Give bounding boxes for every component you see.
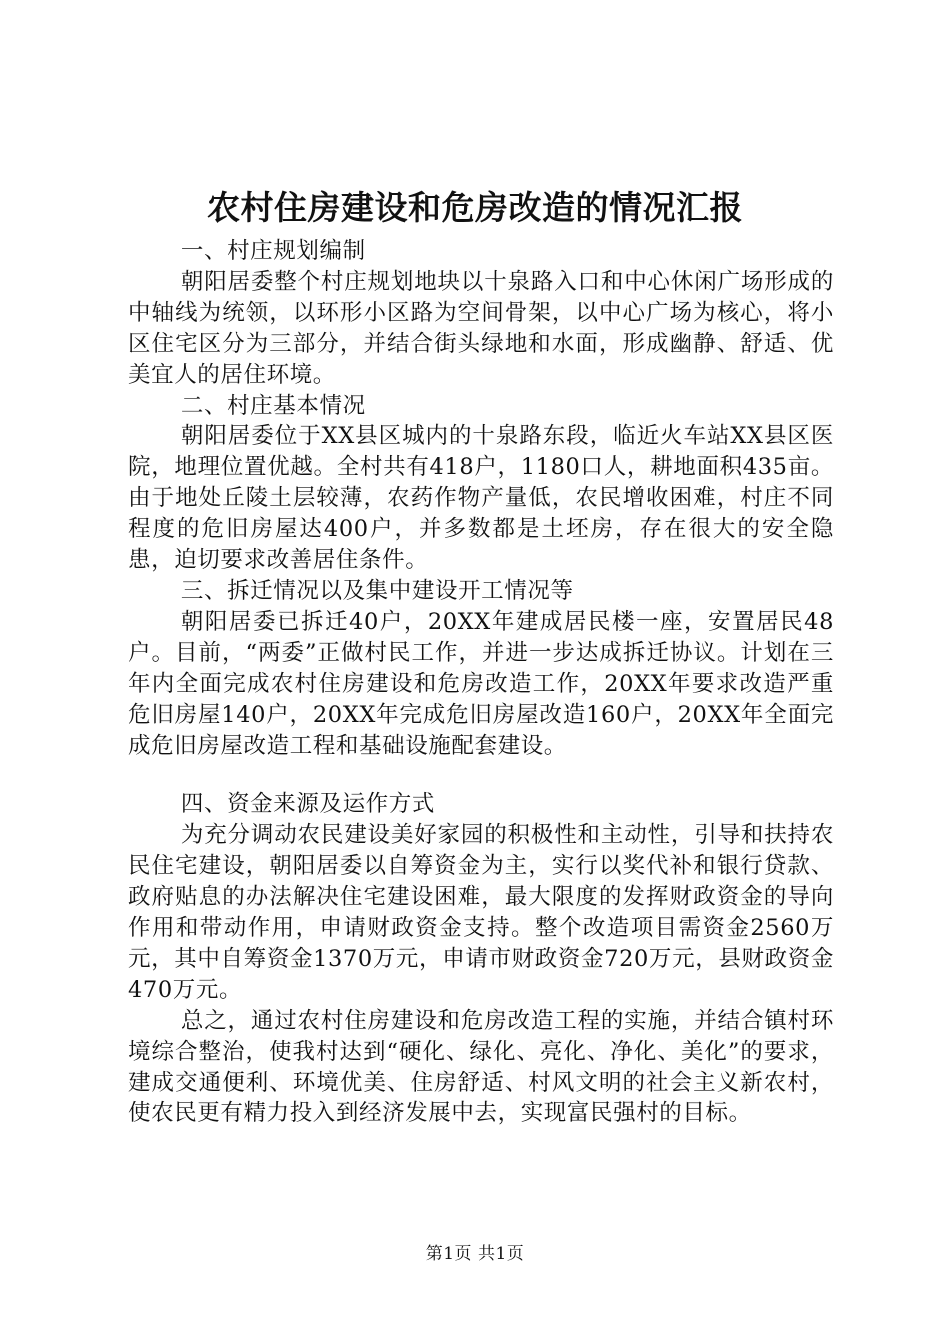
section-heading: 三、拆迁情况以及集中建设开工情况等	[180, 577, 574, 604]
section-heading: 一、村庄规划编制	[180, 238, 366, 264]
document-body	[128, 236, 834, 1129]
section-paragraph: 朝阳居委位于XX县区城内的十泉路东段，临近火车站XX县区医院，地理位置优越。全村共有418户，1180口人，耕地面积435亩。由于地处丘陵土层较薄，农药作物产量低，农民增收困难，村庄不同程度的危旧房屋达400户，并多数都是土坯房，存在很大的安全隐患，迫切要求改善居住条件。	[128, 423, 834, 574]
section-paragraph: 朝阳居委已拆迁40户，20XX年建成居民楼一座，安置居民48户。目前，“两委”正做村民工作，并进一步达成拆迁协议。计划在三年内全面完成农村住房建设和危房改造工作，20XX年要求改造严重危旧房屋140户，20XX年完成危旧房屋改造160户，20XX年全面完成危旧房屋改造工程和基础设施配套建设。	[128, 608, 834, 759]
section-paragraph: 为充分调动农民建设美好家园的积极性和主动性，引导和扶持农民住宅建设，朝阳居委以自筹资金为主，实行以奖代补和银行贷款、政府贴息的办法解决住宅建设困难，最大限度的发挥财政资金的导向作用和带动作用，申请财政资金支持。整个改造项目需资金2560万元，其中自筹资金1370万元，申请市财政资金720万元，县财政资金470万元。	[128, 822, 834, 1003]
section-heading: 二、村庄基本情况	[180, 392, 366, 419]
section-paragraph: 朝阳居委整个村庄规划地块以十泉路入口和中心休闲广场形成的中轴线为统领，以环形小区路为空间骨架，以中心广场为核心，将小区住宅区分为三部分，并结合街头绿地和水面，形成幽静、舒适、优美宜人的居住环境。	[128, 268, 834, 388]
document-title: 农村住房建设和危房改造的情况汇报	[207, 188, 743, 227]
section-heading: 四、资金来源及运作方式	[180, 791, 435, 818]
conclusion-paragraph: 总之，通过农村住房建设和危房改造工程的实施，并结合镇村环境综合整治，使我村达到“硬化、绿化、亮化、净化、美化”的要求，建成交通便利、环境优美、住房舒适、村风文明的社会主义新农村，使农民更有精力投入到经济发展中去，实现富民强村的目标。	[128, 1007, 834, 1127]
page-number-footer: 第1页 共1页	[425, 1244, 525, 1264]
